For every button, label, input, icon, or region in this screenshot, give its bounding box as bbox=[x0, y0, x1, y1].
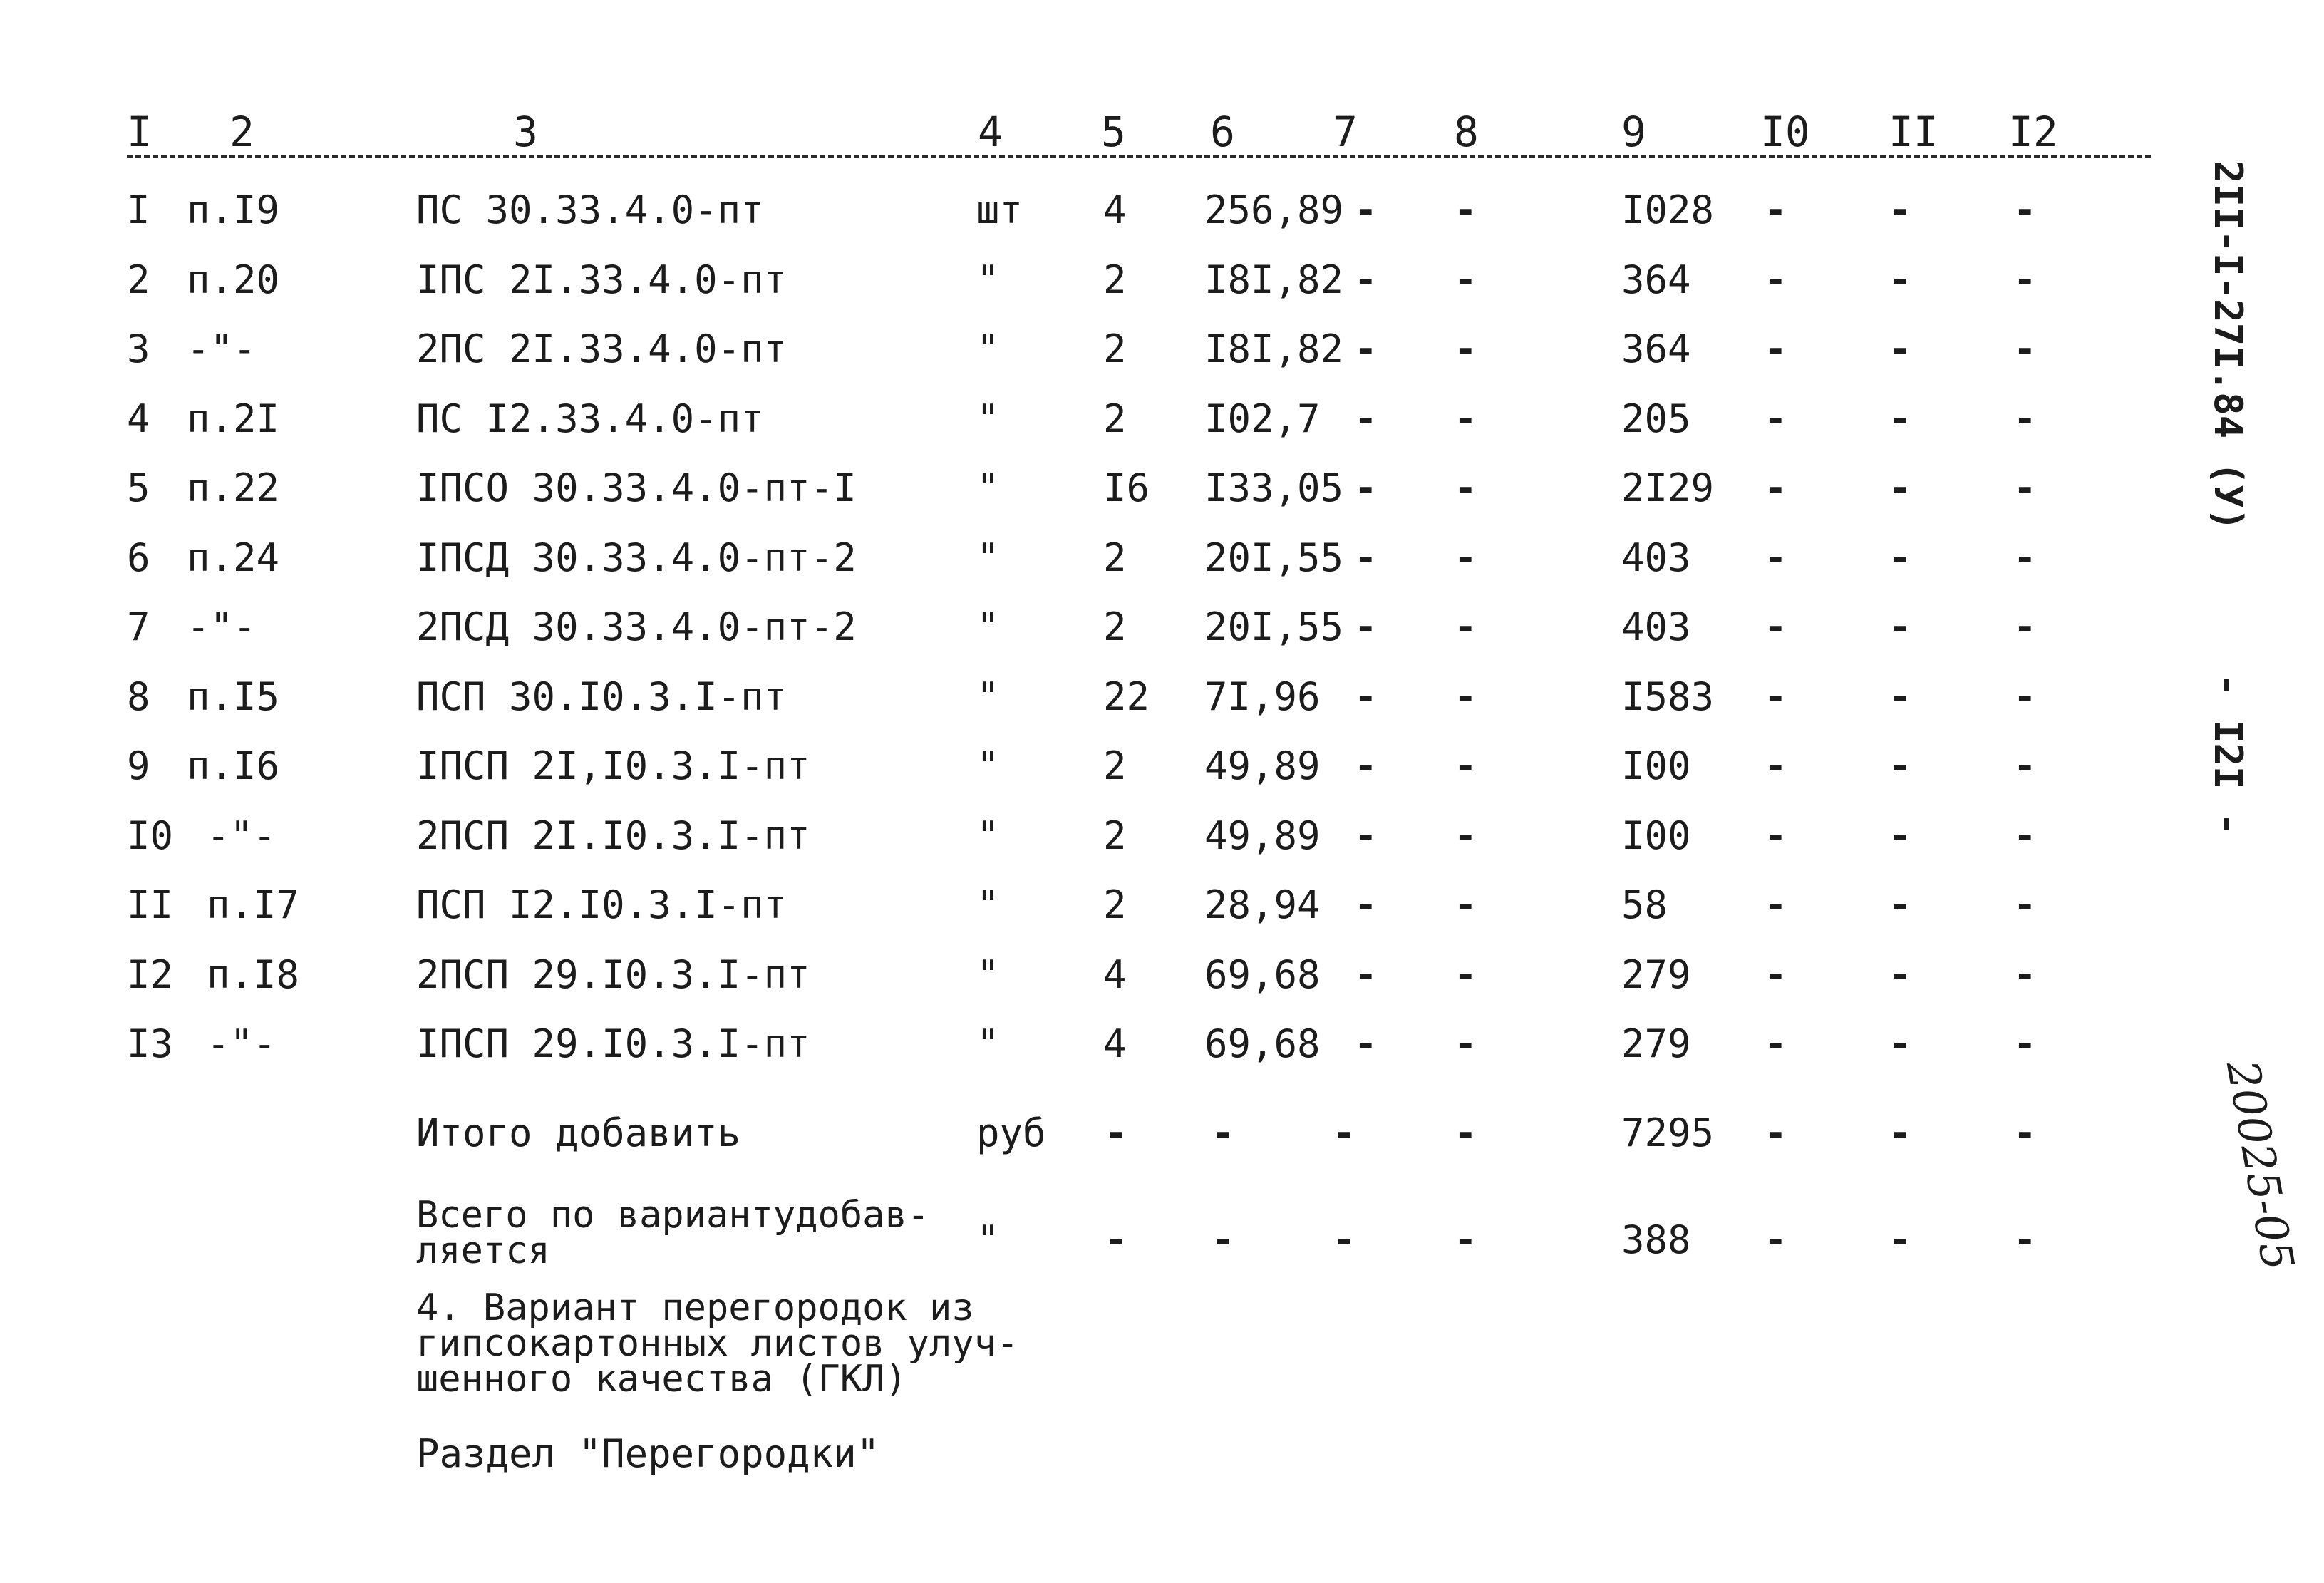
row-price: 7I,96 bbox=[1204, 674, 1321, 719]
row-qty: 22 bbox=[1103, 674, 1150, 719]
row-qty: 2 bbox=[1103, 326, 1127, 371]
col-header-2: 2 bbox=[229, 108, 254, 156]
row-price: I8I,82 bbox=[1204, 257, 1344, 302]
total-price: - bbox=[1212, 1110, 1235, 1155]
row-qty: 2 bbox=[1103, 396, 1127, 441]
row-col7: - bbox=[1354, 674, 1378, 719]
col-header-8: 8 bbox=[1454, 108, 1479, 156]
col-header-6: 6 bbox=[1210, 108, 1235, 156]
row-unit: " bbox=[976, 257, 1000, 302]
row-qty: 2 bbox=[1103, 813, 1127, 858]
row-qty: 4 bbox=[1103, 1021, 1127, 1066]
header-underline bbox=[127, 155, 2151, 158]
row-sum: 364 bbox=[1621, 326, 1691, 371]
row-price: 49,89 bbox=[1204, 743, 1321, 788]
row-qty: I6 bbox=[1103, 465, 1150, 510]
total-qty: - bbox=[1105, 1110, 1128, 1155]
row-sum: 279 bbox=[1621, 1021, 1691, 1066]
row-unit: " bbox=[976, 465, 1000, 510]
row-ref: -"- bbox=[207, 1021, 277, 1066]
row-col10: - bbox=[1764, 743, 1787, 788]
row-col10: - bbox=[1764, 882, 1787, 927]
row-col12: - bbox=[2013, 535, 2037, 580]
table-row bbox=[0, 391, 2174, 455]
row-col8: - bbox=[1454, 1021, 1477, 1066]
total-row bbox=[0, 1105, 2174, 1169]
row-sum: I028 bbox=[1621, 187, 1715, 232]
row-col8: - bbox=[1454, 674, 1477, 719]
row-number: 2 bbox=[127, 257, 150, 302]
row-col11: - bbox=[1889, 1021, 1912, 1066]
col-header-4: 4 bbox=[978, 108, 1003, 156]
grand-c10: - bbox=[1764, 1217, 1787, 1262]
table-row bbox=[0, 1016, 2174, 1080]
row-item-name: 2ПСП 2I.I0.3.I-пт bbox=[416, 813, 810, 858]
col-header-3: 3 bbox=[513, 108, 538, 156]
section-title: Раздел "Перегородки" bbox=[416, 1431, 880, 1476]
row-ref: п.22 bbox=[187, 465, 280, 510]
grand-unit: " bbox=[976, 1217, 1000, 1262]
row-item-name: ПСП I2.I0.3.I-пт bbox=[416, 882, 787, 927]
handwritten-number: 20025-05 bbox=[2216, 1056, 2305, 1274]
row-col10: - bbox=[1764, 187, 1787, 232]
row-col7: - bbox=[1354, 1021, 1378, 1066]
row-sum: 58 bbox=[1621, 882, 1668, 927]
row-ref: п.I7 bbox=[207, 882, 300, 927]
row-number: I bbox=[127, 187, 150, 232]
row-col7: - bbox=[1354, 187, 1378, 232]
row-col10: - bbox=[1764, 604, 1787, 649]
table-row bbox=[0, 252, 2174, 316]
grand-qty: - bbox=[1105, 1217, 1128, 1262]
row-col10: - bbox=[1764, 674, 1787, 719]
total-c7: - bbox=[1333, 1110, 1356, 1155]
row-col11: - bbox=[1889, 326, 1912, 371]
row-price: 69,68 bbox=[1204, 1021, 1321, 1066]
row-col8: - bbox=[1454, 813, 1477, 858]
row-col8: - bbox=[1454, 882, 1477, 927]
table-row bbox=[0, 669, 2174, 733]
table-row bbox=[0, 877, 2174, 941]
row-unit: " bbox=[976, 535, 1000, 580]
row-col7: - bbox=[1354, 396, 1378, 441]
row-price: 28,94 bbox=[1204, 882, 1321, 927]
row-sum: 364 bbox=[1621, 257, 1691, 302]
row-price: I8I,82 bbox=[1204, 326, 1344, 371]
col-header-1: I bbox=[127, 108, 152, 156]
total-label: Итого добавить bbox=[416, 1110, 741, 1155]
row-ref: -"- bbox=[187, 326, 257, 371]
row-col11: - bbox=[1889, 674, 1912, 719]
row-col11: - bbox=[1889, 465, 1912, 510]
row-col8: - bbox=[1454, 604, 1477, 649]
row-ref: -"- bbox=[207, 813, 277, 858]
grand-sum: 388 bbox=[1621, 1217, 1691, 1262]
row-ref: п.I8 bbox=[207, 952, 300, 997]
row-col10: - bbox=[1764, 813, 1787, 858]
col-header-5: 5 bbox=[1101, 108, 1126, 156]
row-item-name: IПСП 2I,I0.3.I-пт bbox=[416, 743, 810, 788]
row-price: 49,89 bbox=[1204, 813, 1321, 858]
row-col10: - bbox=[1764, 1021, 1787, 1066]
row-price: 20I,55 bbox=[1204, 604, 1344, 649]
row-unit: " bbox=[976, 743, 1000, 788]
row-col10: - bbox=[1764, 952, 1787, 997]
row-price: 69,68 bbox=[1204, 952, 1321, 997]
row-qty: 2 bbox=[1103, 257, 1127, 302]
row-col8: - bbox=[1454, 952, 1477, 997]
row-col10: - bbox=[1764, 535, 1787, 580]
row-ref: п.I5 bbox=[187, 674, 280, 719]
row-col12: - bbox=[2013, 674, 2037, 719]
row-ref: п.I6 bbox=[187, 743, 280, 788]
col-header-9: 9 bbox=[1621, 108, 1646, 156]
row-sum: I583 bbox=[1621, 674, 1715, 719]
row-item-name: IПСП 29.I0.3.I-пт bbox=[416, 1021, 810, 1066]
row-col12: - bbox=[2013, 257, 2037, 302]
row-number: 4 bbox=[127, 396, 150, 441]
row-item-name: 2ПСД 30.33.4.0-пт-2 bbox=[416, 604, 857, 649]
row-number: 7 bbox=[127, 604, 150, 649]
row-col10: - bbox=[1764, 396, 1787, 441]
col-header-12: I2 bbox=[2008, 108, 2058, 156]
row-col8: - bbox=[1454, 535, 1477, 580]
total-c8: - bbox=[1454, 1110, 1477, 1155]
row-qty: 2 bbox=[1103, 535, 1127, 580]
row-unit: " bbox=[976, 396, 1000, 441]
row-sum: 403 bbox=[1621, 604, 1691, 649]
row-col8: - bbox=[1454, 257, 1477, 302]
row-col7: - bbox=[1354, 326, 1378, 371]
row-sum: 403 bbox=[1621, 535, 1691, 580]
row-sum: 279 bbox=[1621, 952, 1691, 997]
grand-c11: - bbox=[1889, 1217, 1912, 1262]
row-number: 5 bbox=[127, 465, 150, 510]
row-col8: - bbox=[1454, 187, 1477, 232]
row-col11: - bbox=[1889, 952, 1912, 997]
grand-c7: - bbox=[1333, 1217, 1356, 1262]
col-header-11: II bbox=[1889, 108, 1938, 156]
row-qty: 4 bbox=[1103, 187, 1127, 232]
grand-price: - bbox=[1212, 1217, 1235, 1262]
row-sum: I00 bbox=[1621, 813, 1691, 858]
row-col11: - bbox=[1889, 535, 1912, 580]
row-item-name: 2ПСП 29.I0.3.I-пт bbox=[416, 952, 810, 997]
total-c10: - bbox=[1764, 1110, 1787, 1155]
row-number: I3 bbox=[127, 1021, 174, 1066]
grand-c12: - bbox=[2013, 1217, 2037, 1262]
row-item-name: 2ПС 2I.33.4.0-пт bbox=[416, 326, 787, 371]
total-unit: руб bbox=[976, 1110, 1046, 1155]
table-row bbox=[0, 599, 2174, 663]
row-unit: " bbox=[976, 813, 1000, 858]
row-col8: - bbox=[1454, 743, 1477, 788]
table-row bbox=[0, 530, 2174, 594]
row-col7: - bbox=[1354, 604, 1378, 649]
row-col10: - bbox=[1764, 465, 1787, 510]
row-ref: п.2I bbox=[187, 396, 280, 441]
row-col11: - bbox=[1889, 187, 1912, 232]
row-col8: - bbox=[1454, 465, 1477, 510]
row-unit: " bbox=[976, 1021, 1000, 1066]
row-ref: п.I9 bbox=[187, 187, 280, 232]
row-item-name: ПС I2.33.4.0-пт bbox=[416, 396, 764, 441]
row-qty: 2 bbox=[1103, 882, 1127, 927]
row-col12: - bbox=[2013, 604, 2037, 649]
row-sum: I00 bbox=[1621, 743, 1691, 788]
grand-c8: - bbox=[1454, 1217, 1477, 1262]
table-row bbox=[0, 182, 2174, 246]
row-ref: -"- bbox=[187, 604, 257, 649]
row-ref: п.20 bbox=[187, 257, 280, 302]
row-price: 20I,55 bbox=[1204, 535, 1344, 580]
row-number: 9 bbox=[127, 743, 150, 788]
row-ref: п.24 bbox=[187, 535, 280, 580]
total-sum: 7295 bbox=[1621, 1110, 1715, 1155]
row-item-name: IПСД 30.33.4.0-пт-2 bbox=[416, 535, 857, 580]
row-number: 8 bbox=[127, 674, 150, 719]
row-col12: - bbox=[2013, 326, 2037, 371]
row-qty: 2 bbox=[1103, 604, 1127, 649]
table-row bbox=[0, 321, 2174, 385]
row-item-name: IПС 2I.33.4.0-пт bbox=[416, 257, 787, 302]
row-unit: " bbox=[976, 674, 1000, 719]
col-header-10: I0 bbox=[1760, 108, 1810, 156]
row-qty: 4 bbox=[1103, 952, 1127, 997]
row-col7: - bbox=[1354, 813, 1378, 858]
table-row bbox=[0, 738, 2174, 802]
row-item-name: ПСП 30.I0.3.I-пт bbox=[416, 674, 787, 719]
row-number: I0 bbox=[127, 813, 174, 858]
row-number: 3 bbox=[127, 326, 150, 371]
row-col11: - bbox=[1889, 882, 1912, 927]
row-unit: шт bbox=[976, 187, 1023, 232]
row-unit: " bbox=[976, 952, 1000, 997]
document-code-vertical: 2II-I-27I.84 (У) bbox=[2206, 160, 2251, 532]
row-col7: - bbox=[1354, 952, 1378, 997]
row-price: I02,7 bbox=[1204, 396, 1321, 441]
row-col11: - bbox=[1889, 396, 1912, 441]
row-sum: 2I29 bbox=[1621, 465, 1715, 510]
row-col11: - bbox=[1889, 257, 1912, 302]
row-price: I33,05 bbox=[1204, 465, 1344, 510]
row-col7: - bbox=[1354, 535, 1378, 580]
row-number: I2 bbox=[127, 952, 174, 997]
row-col7: - bbox=[1354, 882, 1378, 927]
total-c11: - bbox=[1889, 1110, 1912, 1155]
row-col12: - bbox=[2013, 952, 2037, 997]
row-col12: - bbox=[2013, 813, 2037, 858]
row-col10: - bbox=[1764, 326, 1787, 371]
table-row bbox=[0, 460, 2174, 524]
total-c12: - bbox=[2013, 1110, 2037, 1155]
row-col12: - bbox=[2013, 187, 2037, 232]
row-col12: - bbox=[2013, 465, 2037, 510]
row-sum: 205 bbox=[1621, 396, 1691, 441]
page-number-vertical: - I2I - bbox=[2206, 674, 2251, 836]
row-col8: - bbox=[1454, 326, 1477, 371]
col-header-7: 7 bbox=[1333, 108, 1358, 156]
row-number: II bbox=[127, 882, 174, 927]
grand-total-row bbox=[0, 1194, 2174, 1276]
row-col12: - bbox=[2013, 396, 2037, 441]
row-col12: - bbox=[2013, 882, 2037, 927]
row-col7: - bbox=[1354, 465, 1378, 510]
row-price: 256,89 bbox=[1204, 187, 1344, 232]
row-col7: - bbox=[1354, 743, 1378, 788]
row-col11: - bbox=[1889, 604, 1912, 649]
row-unit: " bbox=[976, 882, 1000, 927]
row-number: 6 bbox=[127, 535, 150, 580]
row-col11: - bbox=[1889, 743, 1912, 788]
row-item-name: ПС 30.33.4.0-пт bbox=[416, 187, 764, 232]
row-unit: " bbox=[976, 326, 1000, 371]
row-col12: - bbox=[2013, 1021, 2037, 1066]
row-item-name: IПСО 30.33.4.0-пт-I bbox=[416, 465, 857, 510]
row-qty: 2 bbox=[1103, 743, 1127, 788]
row-col11: - bbox=[1889, 813, 1912, 858]
row-col12: - bbox=[2013, 743, 2037, 788]
grand-total-label: Всего по вариантудобав- ляется bbox=[416, 1194, 930, 1272]
row-unit: " bbox=[976, 604, 1000, 649]
section-4-heading: 4. Вариант перегородок из гипсокартонных листов улуч- шенного качества (ГКЛ) bbox=[416, 1286, 1019, 1401]
row-col7: - bbox=[1354, 257, 1378, 302]
table-row bbox=[0, 947, 2174, 1011]
row-col8: - bbox=[1454, 396, 1477, 441]
table-row bbox=[0, 808, 2174, 872]
row-col10: - bbox=[1764, 257, 1787, 302]
